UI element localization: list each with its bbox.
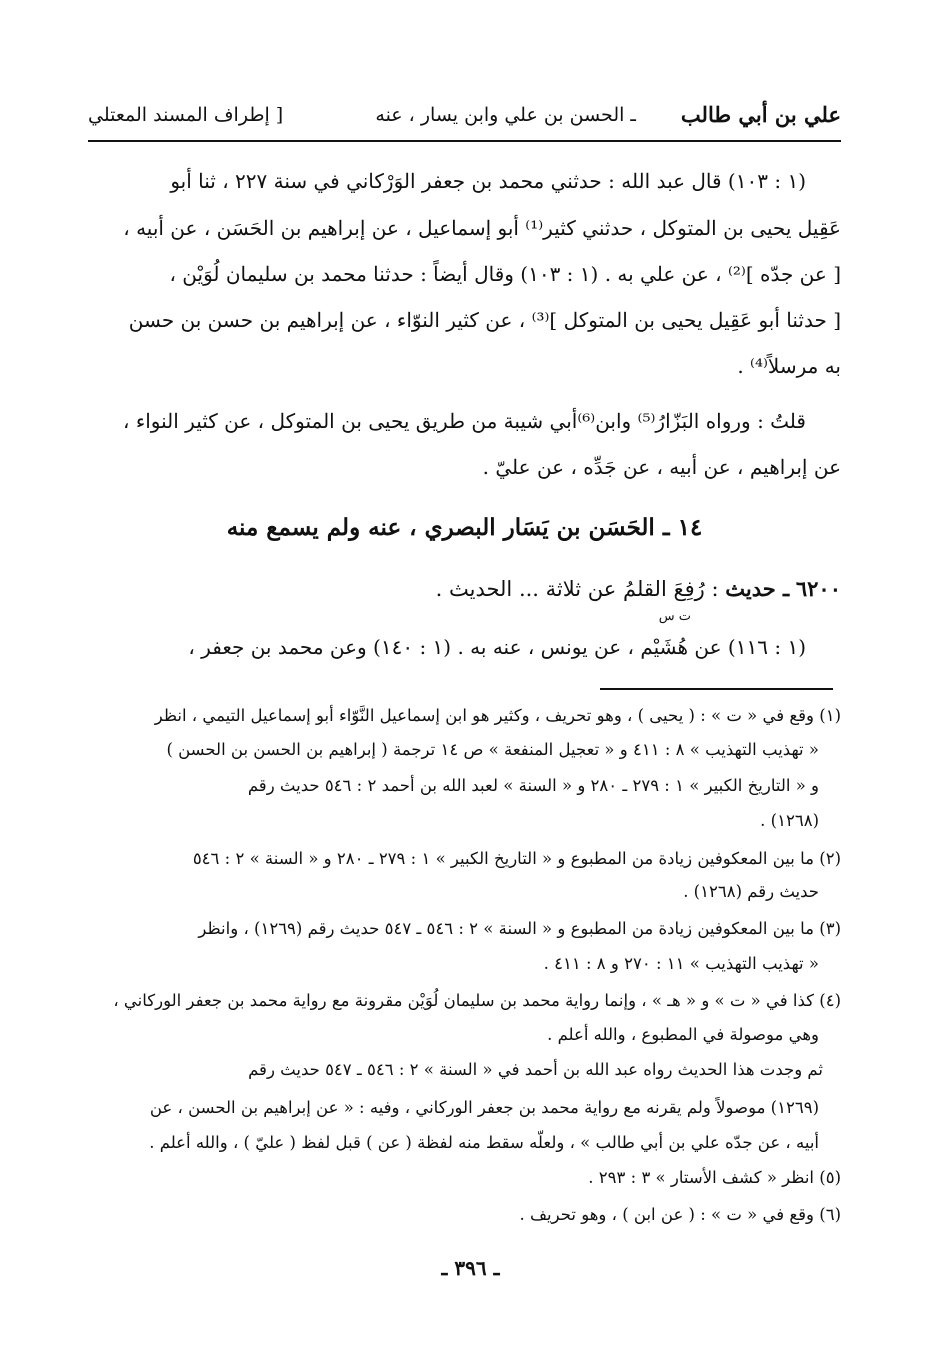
footnote-line: (٦) وقع في « ت » : ( عن ابن ) ، وهو تحريف . bbox=[519, 1205, 841, 1224]
hadith-sigla: ت س bbox=[658, 609, 691, 624]
body-line: قلتُ : ورواه البَزّارُ⁽⁵⁾ وابن⁽⁶⁾أبي شيبة من طريق يحيى بن المتوكل ، عن كثير النواء ، bbox=[123, 409, 806, 433]
body-line: عَقِيل يحيى بن المتوكل ، حدثني كثير⁽¹⁾ أبو إسماعيل ، عن إبراهيم بن الحَسَن ، عن أبيه ، bbox=[123, 216, 841, 240]
footnote-line: (١٢٦٩) موصولاً ولم يقرنه مع رواية محمد بن جعفر الوركاني ، وفيه : « عن إبراهيم بن الحسن ، عن bbox=[149, 1098, 819, 1117]
hadith-keyword: ـ حديث bbox=[725, 576, 790, 601]
section-heading: ١٤ ـ الحَسَن بن يَسَار البصري ، عنه ولم يسمع منه bbox=[226, 514, 703, 541]
footnote-line: وهي موصولة في المطبوع ، والله أعلم . bbox=[547, 1025, 819, 1044]
footnote-line: (١٢٦٨) . bbox=[760, 811, 819, 830]
footnote-line: (٥) انظر « كشف الأستار » ٣ : ٢٩٣ . bbox=[588, 1168, 841, 1187]
body-line: (١ : ١٠٣) قال عبد الله : حدثني محمد بن جعفر الوَرْكاني في سنة ٢٢٧ ، ثنا أبو bbox=[170, 169, 806, 193]
running-header bbox=[88, 94, 841, 138]
footnote-line: و « التاريخ الكبير » ١ : ٢٧٩ ـ ٢٨٠ و « السنة » لعبد الله بن أحمد ٢ : ٥٤٦ حديث رقم bbox=[247, 776, 819, 795]
body-line: [ حدثنا أبو عَقِيل يحيى بن المتوكل ]⁽³⁾ ، عن كثير النوّاء ، عن إبراهيم بن حسن بن حسن bbox=[128, 308, 841, 332]
footnote-line: (١) وقع في « ت » : ( يحيى ) ، وهو تحريف ، وكثير هو ابن إسماعيل النَّوّاء أبو إسماعيل التيمي ، انظر bbox=[154, 706, 841, 725]
hadith-number: ٦٢٠٠ bbox=[795, 576, 841, 601]
body-line: به مرسلاً⁽⁴⁾ . bbox=[737, 354, 841, 378]
header-book-title: [ إطراف المسند المعتلي bbox=[88, 104, 284, 126]
footnote-line: (٣) ما بين المعكوفين زيادة من المطبوع و « السنة » ٢ : ٥٤٦ ـ ٥٤٧ حديث رقم (١٢٦٩) ، وانظر bbox=[198, 919, 841, 938]
footnote-line: ثم وجدت هذا الحديث رواه عبد الله بن أحمد في « السنة » ٢ : ٥٤٦ ـ ٥٤٧ حديث رقم bbox=[248, 1060, 823, 1079]
footnote-line: « تهذيب التهذيب » ١١ : ٢٧٠ و ٨ : ٤١١ . bbox=[543, 954, 819, 973]
header-title: علي بن أبي طالب bbox=[680, 102, 841, 127]
footnote-line: حديث رقم (١٢٦٨) . bbox=[683, 882, 819, 901]
body-line: عن إبراهيم ، عن أبيه ، عن جَدِّه ، عن عليّ . bbox=[482, 455, 841, 479]
body-line: [ عن جدّه ]⁽²⁾ ، عن علي به . (١ : ١٠٣) وقال أيضاً : حدثنا محمد بن سليمان لُوَيْن ، bbox=[169, 262, 841, 286]
header-subtitle: ـ الحسن بن علي وابن يسار ، عنه bbox=[375, 104, 636, 126]
hadith-entry bbox=[436, 576, 841, 601]
footnote-rule bbox=[600, 688, 833, 690]
footnote-line: « تهذيب التهذيب » ٨ : ٤١١ و « تعجيل المنفعة » ص ١٤ ترجمة ( إبراهيم بن الحسن بن الحسن ) bbox=[166, 740, 819, 759]
header-rule bbox=[88, 140, 841, 142]
page-number: ـ ٣٩٦ ـ bbox=[441, 1256, 500, 1280]
hadith-chain: (١ : ١١٦) عن هُشَيْم ، عن يونس ، عنه به . (١ : ١٤٠) وعن محمد بن جعفر ، bbox=[188, 635, 806, 659]
footnote-line: (٢) ما بين المعكوفين زيادة من المطبوع و « التاريخ الكبير » ١ : ٢٧٩ ـ ٢٨٠ و « السنة » ٢ : ٥٤٦ bbox=[192, 849, 841, 868]
hadith-text: : رُفِعَ القلمُ عن ثلاثة ... الحديث . bbox=[435, 577, 719, 601]
footnote-line: (٤) كذا في « ت » و « هـ » ، وإنما رواية محمد بن سليمان لُوَيْن مقرونة مع رواية محمد بن جعفر الوركاني ، bbox=[113, 991, 841, 1010]
footnote-line: أبيه ، عن جدّه علي بن أبي طالب » ، ولعلّه سقط منه لفظة ( عن ) قبل لفظ ( عليّ ) ، والله أعلم . bbox=[149, 1133, 819, 1152]
